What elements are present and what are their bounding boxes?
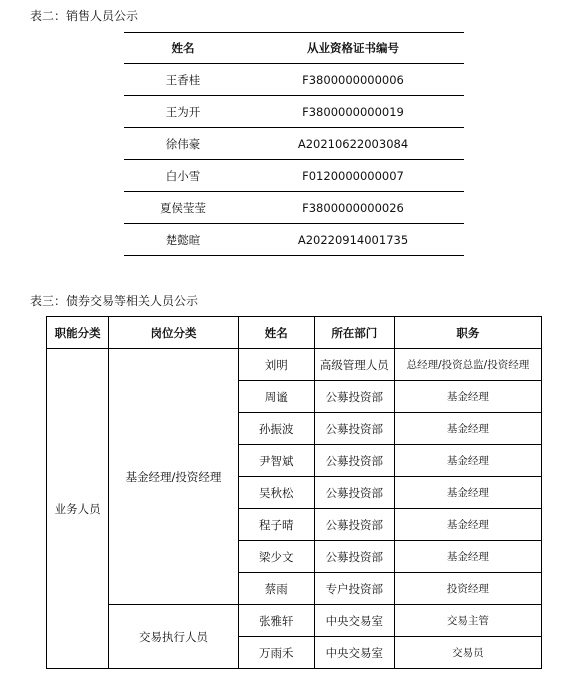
- table-row: [124, 96, 464, 128]
- staff-name: 张雅轩: [238, 605, 314, 637]
- certificate-number: A20220914001735: [242, 224, 464, 256]
- table-header-row: [47, 317, 542, 349]
- job-title: 基金经理: [394, 541, 541, 573]
- certificate-number: F3800000000026: [242, 192, 464, 224]
- staff-name: 程子晴: [238, 509, 314, 541]
- department: 公募投资部: [314, 381, 394, 413]
- staff-name: 吴秋松: [238, 477, 314, 509]
- certificate-number: F3800000000019: [242, 96, 464, 128]
- job-title: 投资经理: [394, 573, 541, 605]
- table-row: [124, 192, 464, 224]
- staff-name: 梁少文: [238, 541, 314, 573]
- column-header-title: 职务: [394, 317, 541, 349]
- job-title: 交易员: [394, 637, 541, 669]
- table-row: [124, 160, 464, 192]
- position-category-cell: 交易执行人员: [109, 605, 238, 669]
- function-category-cell: 业务人员: [47, 349, 109, 669]
- department: 高级管理人员: [314, 349, 394, 381]
- staff-name: 尹智斌: [238, 445, 314, 477]
- department: 中央交易室: [314, 637, 394, 669]
- staff-name: 万雨禾: [238, 637, 314, 669]
- column-header-department: 所在部门: [314, 317, 394, 349]
- bond-trading-staff-table: [46, 316, 542, 669]
- certificate-number: F0120000000007: [242, 160, 464, 192]
- column-header-name: 姓名: [238, 317, 314, 349]
- job-title: 总经理/投资总监/投资经理: [394, 349, 541, 381]
- staff-name: 夏侯莹莹: [124, 192, 242, 224]
- table2-caption: 表二：销售人员公示: [30, 9, 139, 23]
- certificate-number: F3800000000006: [242, 64, 464, 96]
- position-category-cell: 基金经理/投资经理: [109, 349, 238, 605]
- department: 公募投资部: [314, 413, 394, 445]
- staff-name: 周谧: [238, 381, 314, 413]
- department: 公募投资部: [314, 509, 394, 541]
- column-header-function: 职能分类: [47, 317, 109, 349]
- sales-staff-table: [124, 32, 464, 256]
- department: 专户投资部: [314, 573, 394, 605]
- staff-name: 刘明: [238, 349, 314, 381]
- table-row: [47, 605, 542, 637]
- department: 中央交易室: [314, 605, 394, 637]
- department: 公募投资部: [314, 541, 394, 573]
- table-header-row: [124, 33, 464, 64]
- certificate-number: A20210622003084: [242, 128, 464, 160]
- column-header-certificate-number: 从业资格证书编号: [242, 33, 464, 64]
- department: 公募投资部: [314, 477, 394, 509]
- column-header-position: 岗位分类: [109, 317, 238, 349]
- table-row: [124, 128, 464, 160]
- job-title: 基金经理: [394, 381, 541, 413]
- staff-name: 楚懿暄: [124, 224, 242, 256]
- job-title: 基金经理: [394, 413, 541, 445]
- table3-caption: 表三：债券交易等相关人员公示: [30, 294, 199, 308]
- job-title: 交易主管: [394, 605, 541, 637]
- table-row: [47, 349, 542, 381]
- job-title: 基金经理: [394, 509, 541, 541]
- staff-name: 白小雪: [124, 160, 242, 192]
- department: 公募投资部: [314, 445, 394, 477]
- table-row: [124, 224, 464, 256]
- staff-name: 徐伟豪: [124, 128, 242, 160]
- job-title: 基金经理: [394, 445, 541, 477]
- column-header-name: 姓名: [124, 33, 242, 64]
- staff-name: 王为开: [124, 96, 242, 128]
- staff-name: 蔡雨: [238, 573, 314, 605]
- staff-name: 孙振波: [238, 413, 314, 445]
- job-title: 基金经理: [394, 477, 541, 509]
- table-row: [124, 64, 464, 96]
- staff-name: 王香桂: [124, 64, 242, 96]
